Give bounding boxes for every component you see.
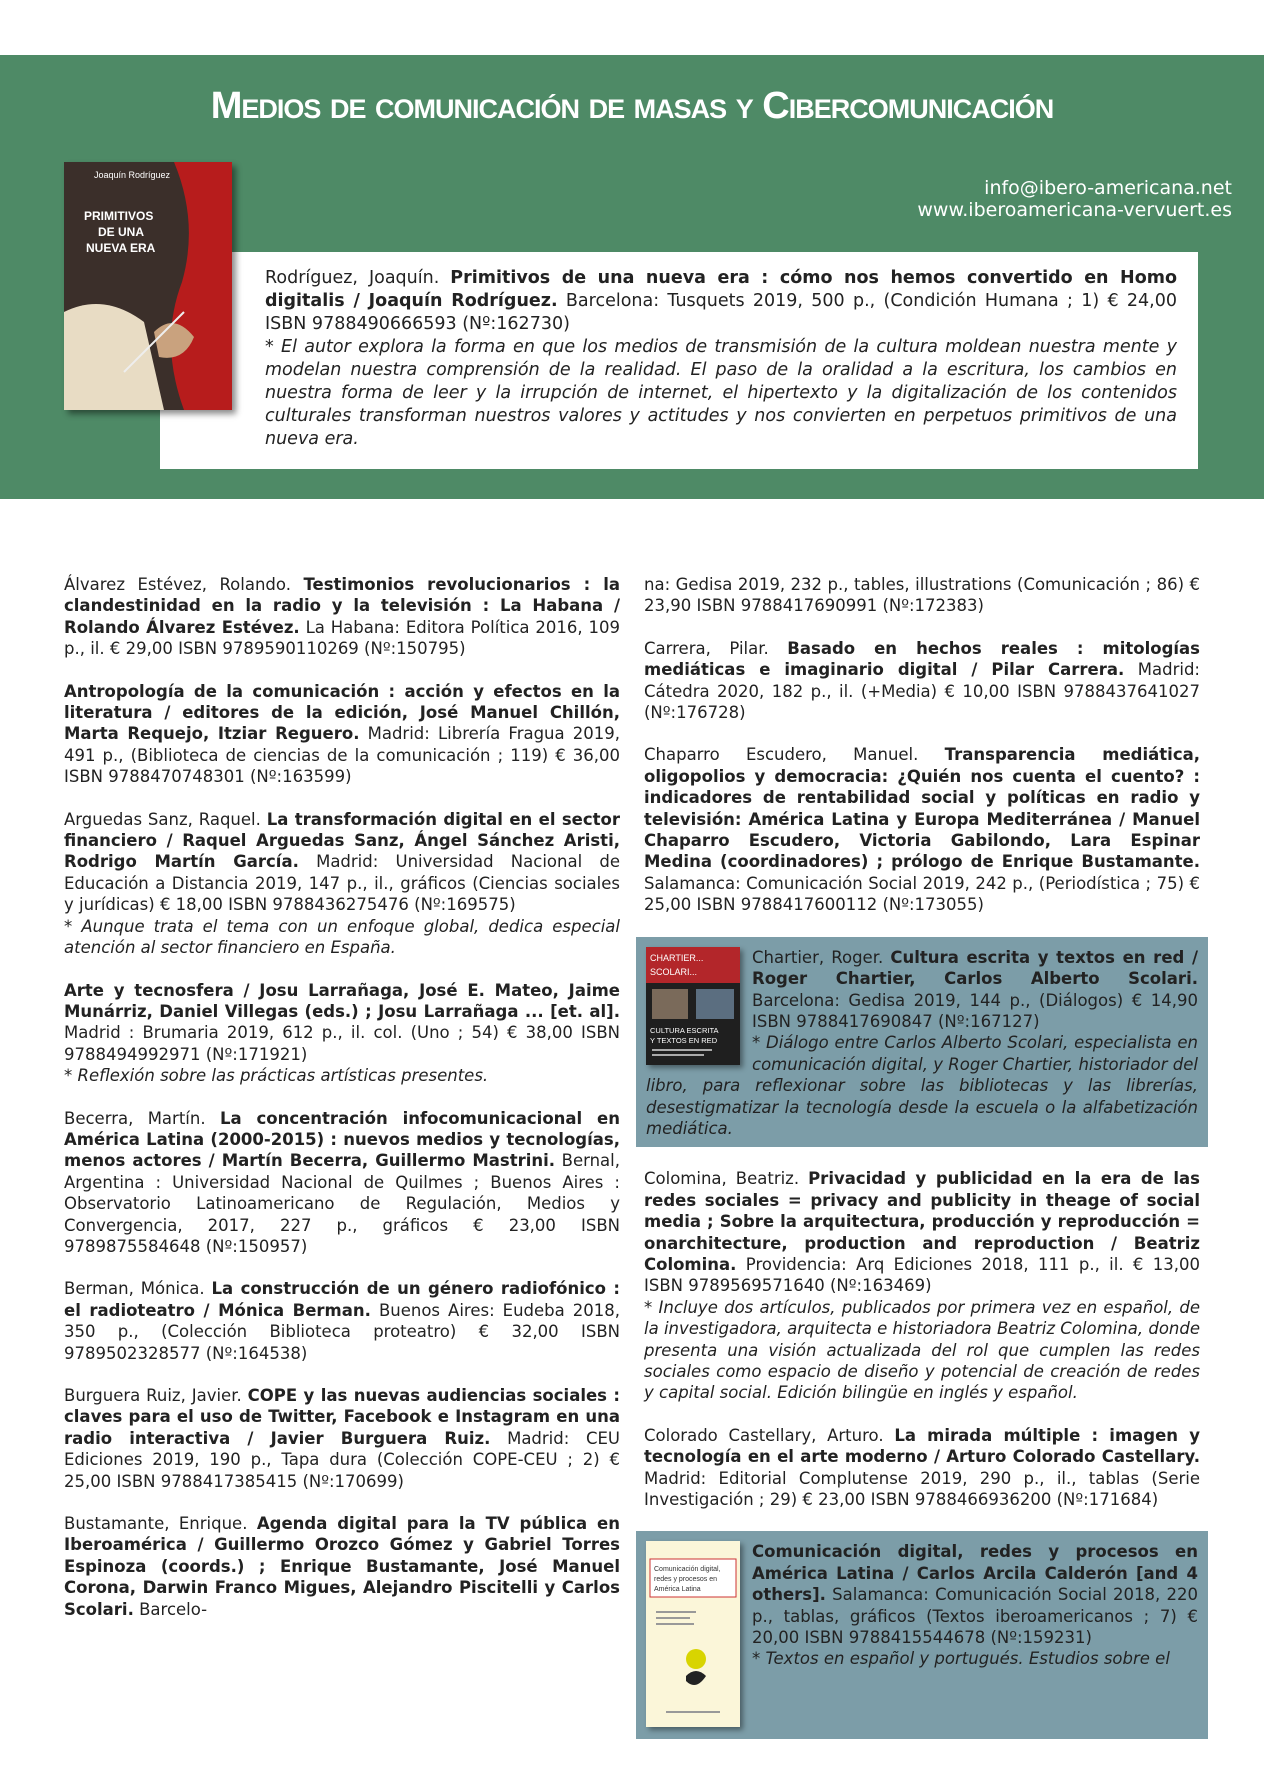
svg-text:América Latina: América Latina (654, 1586, 701, 1594)
right-column (644, 574, 1200, 1760)
svg-text:DE UNA: DE UNA (98, 225, 145, 239)
featured-entry (265, 267, 1177, 451)
left-column (64, 574, 620, 1641)
svg-text:SCOLARI...: SCOLARI... (650, 966, 698, 977)
svg-text:NUEVA ERA: NUEVA ERA (86, 241, 156, 255)
svg-text:CULTURA ESCRITA: CULTURA ESCRITA (650, 1025, 719, 1035)
list-item: Bustamante, Enrique. Agenda digital para la TV pública en Iberoamérica / Guillermo Orozco Gómez y Gabriel Torres Espinoza (coords.) ; Enrique Bustamante, José Manuel Corona, Darwin Franco Migues, Alejandro Piscitelli y Carlos Scolari. Barcelo- (64, 1514, 620, 1619)
svg-text:CHARTIER...: CHARTIER... (650, 952, 704, 963)
list-item: Berman, Mónica. La construcción de un género radiofónico : el radioteatro / Mónica Berman. Buenos Aires: Eudeba 2018, 350 p., (Colección Biblioteca proteatro) € 32,00 ISBN 9789502328577 (Nº:164538) (64, 1279, 621, 1363)
list-item: Becerra, Martín. La concentración infocomunicacional en América Latina (2000-2015) : nuevos medios y tecnologías, menos actores / Martín Becerra, Guillermo Mastrini. Bernal, Argentina : Universidad Nacional de Quilmes ; Buenos Aires : Observatorio Latinoamericano de Regulación, Medios y Convergencia, 2017, 227 p., gráficos € 23,00 ISBN 9789875584648 (Nº:150957) (64, 1108, 620, 1256)
continued-entry: na: Gedisa 2019, 232 p., tables, illustrations (Comunicación ; 86) € 23,90 ISBN 9788417690991 (Nº:172383) (644, 575, 1200, 616)
list-item: Arguedas Sanz, Raquel. La transformación digital en el sector financiero / Raquel Arguedas Sanz, Ángel Sánchez Aristi, Rodrigo Martín García. Madrid: Universidad Nacional de Educación a Distancia 2019, 147 p., il., gráficos (Ciencias sociales y jurídicas) € 18,00 ISBN 9788436275476 (Nº:169575) * Aunque trata el tema con un enfoque global, dedica especial atención al sector financiero en España. (64, 809, 620, 958)
featured-title: Primitivos de una nueva era : cómo nos hemos convertido en Homo digitalis / Joaquín Rodríguez. (265, 268, 1177, 311)
list-item: Álvarez Estévez, Rolando. Testimonios revolucionarios : la clandestinidad en la radio y la televisión : La Habana / Rolando Álvarez Estévez. La Habana: Editora Política 2016, 109 p., il. € 29,00 ISBN 9789590110269 (Nº:150795) (64, 575, 620, 659)
list-item: Colorado Castellary, Arturo. La mirada múltiple : imagen y tecnología en el arte moderno / Arturo Colorado Castellary. Madrid: Editorial Complutense 2019, 290 p., il., tablas (Serie Investigación ; 29) € 23,00 ISBN 9788466936200 (Nº:171684) (644, 1425, 1200, 1510)
featured-note: * El autor explora la forma en que los medios de transmisión de la cultura moldean nuestra mente y modelan nuestra comprensión de la realidad. El paso de la oralidad a la escritura, los cambios en nuestra forma de leer y la irrupción de internet, el hipertexto y la digitalización de los contenidos culturales transforman nuestros valores y actitudes y nos convierten en perpetuos primitivos de una nueva era. (265, 337, 1177, 449)
comunicacion-digital-book-cover (646, 1541, 740, 1727)
featured-book-cover (64, 162, 232, 410)
list-item: Antropología de la comunicación : acción y efectos en la literatura / editores de la edición, José Manuel Chillón, Marta Requejo, Itziar Reguero. Madrid: Librería Fragua 2019, 491 p., (Biblioteca de ciencias de la comunicación ; 119) € 36,00 ISBN 9788470748301 (Nº:163599) (64, 681, 620, 787)
featured-details: Barcelona: Tusquets 2019, 500 p., (Condición Humana ; 1) € 24,00 ISBN 9788490666593 (Nº:162730) (265, 291, 1177, 334)
contact-email[interactable]: info@ibero-americana.net (984, 177, 1232, 199)
highlight-entry-comunicacion-digital: Comunicación digital, redes y procesos en América Latina Comunicación digital, redes y procesos en América Latina / Carlos Arcila Calderón [and 4 others]. Salamanca: Comunicación Social 2018, 220 p., tablas, gráficos (Textos iberoamericanos ; 7) € 20,00 ISBN 9788415544678 (Nº:159231) * Textos en español y portugués. Estudios sobre el (636, 1531, 1208, 1739)
contact-info (917, 177, 1232, 221)
list-item: Arte y tecnosfera / Josu Larrañaga, José E. Mateo, Jaime Munárriz, Daniel Villegas (eds.) ; Josu Larrañaga ... [et. al]. Madrid : Brumaria 2019, 612 p., il. col. (Uno ; 54) € 38,00 ISBN 9788494992971 (Nº:171921) * Reflexión sobre las prácticas artísticas presentes. (64, 980, 620, 1086)
list-item: Carrera, Pilar. Basado en hechos reales : mitologías mediáticas e imaginario digital / Pilar Carrera. Madrid: Cátedra 2020, 182 p., il. (+Media) € 10,00 ISBN 9788437641027 (Nº:176728) (644, 638, 1200, 723)
svg-text:PRIMITIVOS: PRIMITIVOS (84, 209, 154, 223)
page-title: Medios de comunicación de masas y Cibercomunicación (210, 85, 1054, 127)
chartier-book-cover (646, 947, 740, 1065)
list-item: Chaparro Escudero, Manuel. Transparencia mediática, oligopolios y democracia: ¿Quién nos cuenta el cuento? : indicadores de rentabilidad social y políticas en radio y televisión: América Latina y Europa Mediterránea / Manuel Chaparro Escudero, Victoria Gabilondo, Lara Espinar Medina (coordinadores) ; prólogo de Enrique Bustamante. Salamanca: Comunicación Social 2019, 242 p., (Periodística ; 75) € 25,00 ISBN 9788417600112 (Nº:173055) (644, 745, 1200, 915)
contact-website[interactable]: www.iberoamericana-vervuert.es (917, 199, 1232, 221)
featured-author: Rodríguez, Joaquín. (265, 268, 440, 288)
featured-cover-author: Joaquín Rodríguez (94, 170, 171, 180)
svg-text:Comunicación digital,: Comunicación digital, (654, 1566, 721, 1574)
highlight-entry-chartier: CHARTIER... SCOLARI... CULTURA ESCRITA Y TEXTOS EN RED Chartier, Roger. Cultura escrita y textos en red / Roger Chartier, Carlos Alberto Scolari. Barcelona: Gedisa 2019, 144 p., (Diálogos) € 14,90 ISBN 9788417690847 (Nº:167127) * Diálogo entre Carlos Alberto Scolari, especialista en comunicación digital, y Roger Chartier, historiador del libro, para reflexionar sobre las bibliotecas y las librerías, desestigmatizar la tecnología desde la escuela o la alfabetización mediática. (636, 937, 1208, 1148)
svg-text:Y TEXTOS EN RED: Y TEXTOS EN RED (650, 1035, 718, 1045)
list-item: Colomina, Beatriz. Privacidad y publicidad en la era de las redes sociales = privacy and publicity in theage of social media ; Sobre la arquitectura, producción y reproducción = onarchitecture, production and reproduction / Beatriz Colomina. Providencia: Arq Ediciones 2018, 111 p., il. € 13,00 ISBN 9789569571640 (Nº:163469) * Incluye dos artículos, publicados por primera vez en español, de la investigadora, arquitecta e historiadora Beatriz Colomina, donde presenta una visión actualizada del rol que cumplen las redes sociales como espacio de diseño y potencial de creación de redes y capital social. Edición bilingüe en inglés y español. (644, 1169, 1200, 1403)
svg-text:redes y procesos en: redes y procesos en (654, 1576, 718, 1584)
list-item: Burguera Ruiz, Javier. COPE y las nuevas audiencias sociales : claves para el uso de Twitter, Facebook e Instagram en una radio interactiva / Javier Burguera Ruiz. Madrid: CEU Ediciones 2019, 190 p., Tapa dura (Colección COPE-CEU ; 2) € 25,00 ISBN 9788417385415 (Nº:170699) (64, 1386, 620, 1491)
